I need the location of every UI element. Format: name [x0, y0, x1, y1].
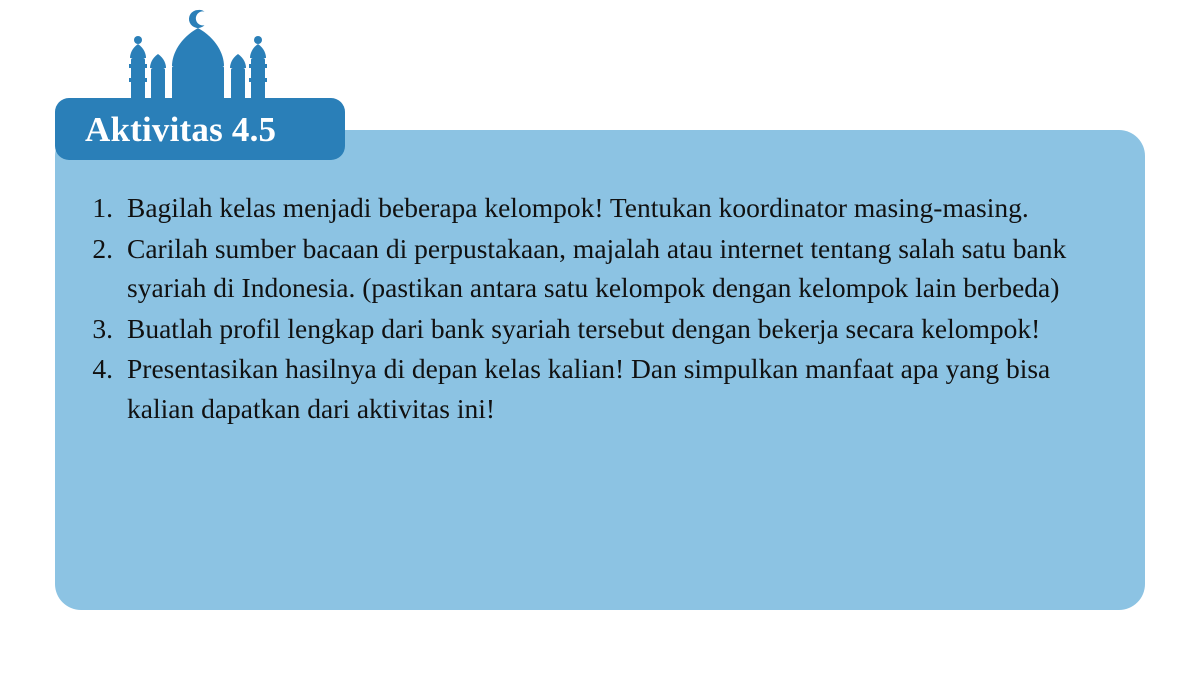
list-item — [75, 229, 1107, 308]
list-item-text: Bagilah kelas menjadi beberapa kelompok! Tentukan koordinator masing-masing. — [127, 192, 1029, 223]
list-item-number: 1. — [92, 192, 113, 223]
list-item — [75, 349, 1107, 428]
list-item-text: Presentasikan hasilnya di depan kelas kalian! Dan simpulkan manfaat apa yang bisa kalian dapatkan dari aktivitas ini! — [127, 353, 1051, 424]
list-item-number: 4. — [92, 353, 113, 385]
mosque-icon — [118, 8, 278, 108]
list-item-text: Buatlah profil lengkap dari bank syariah tersebut dengan bekerja secara kelompok! — [127, 312, 1041, 344]
activity-card — [55, 130, 1145, 610]
list-item-number: 3. — [92, 312, 113, 344]
list-item-number: 2. — [92, 232, 113, 264]
activity-badge-label: Aktivitas 4.5 — [85, 109, 277, 149]
list-item-text: Carilah sumber bacaan di perpustakaan, majalah atau internet tentang salah satu bank syariah di Indonesia. (pastikan antara satu kelompok dengan kelompok lain berbeda) — [127, 232, 1067, 304]
list-item — [75, 188, 1107, 228]
task-list — [55, 188, 1145, 430]
list-item — [75, 309, 1107, 349]
activity-badge — [55, 98, 345, 160]
